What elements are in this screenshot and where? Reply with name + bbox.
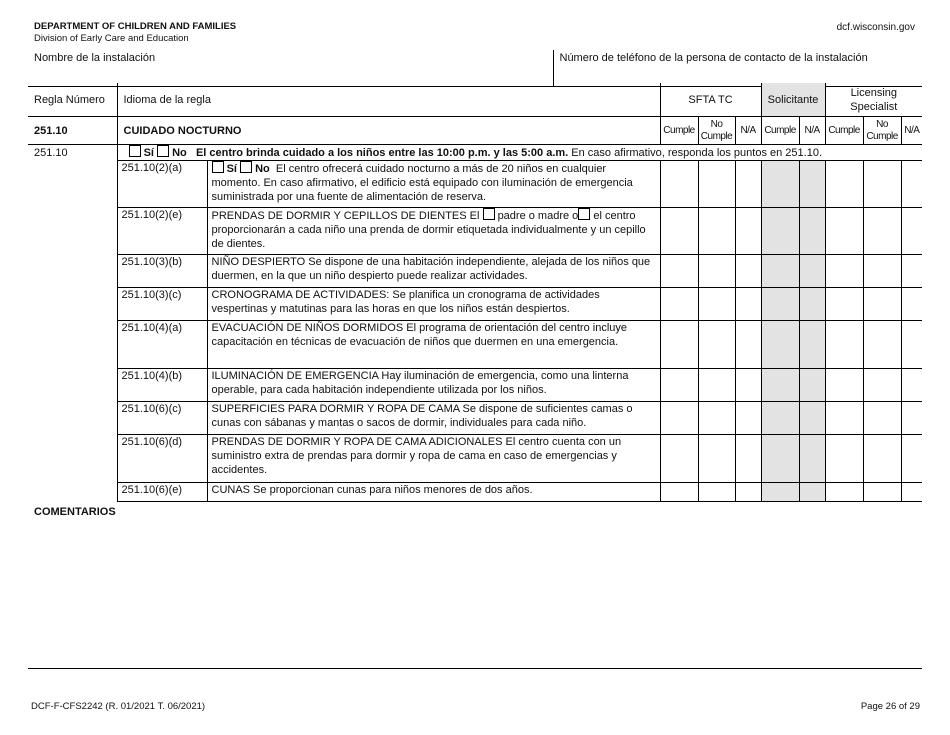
applicant-na-cell[interactable] (799, 288, 825, 321)
section-number: 251.10 (28, 117, 117, 145)
table-row (28, 369, 922, 402)
licensing-complies-cell[interactable] (825, 435, 863, 483)
sfta-na-cell[interactable] (735, 255, 761, 288)
table-row (28, 288, 922, 321)
applicant-complies-cell[interactable] (761, 321, 799, 369)
licensing-complies-cell[interactable] (825, 208, 863, 255)
facility-name-field[interactable] (28, 50, 553, 87)
rule-number: 251.10(6)(d) (117, 435, 207, 483)
rule-description: El centro ofrecerá cuidado nocturno a más de 20 niños en cualquier momento. En caso afirmativo, el edificio está equipado con iluminación de emergencia suministrada por una fuente de alimentación de reserva. (211, 163, 633, 203)
licensing-complies-cell[interactable] (825, 483, 863, 502)
sfta-complies-cell[interactable] (660, 208, 698, 255)
table-row (28, 483, 922, 502)
sfta-na-cell[interactable] (735, 369, 761, 402)
licensing-na-header: N/A (901, 117, 922, 145)
applicant-na-cell[interactable] (799, 483, 825, 502)
rule-number: 251.10(6)(c) (117, 402, 207, 435)
licensing-na-cell[interactable] (901, 402, 922, 435)
applicant-complies-header: Cumple (761, 117, 799, 145)
licensing-not-complies-cell[interactable] (863, 321, 901, 369)
no-checkbox[interactable] (240, 161, 252, 173)
sfta-na-cell[interactable] (735, 208, 761, 255)
licensing-complies-cell[interactable] (825, 288, 863, 321)
sfta-complies-cell[interactable] (660, 161, 698, 208)
col-header-rule-language: Idioma de la regla (117, 83, 660, 117)
comments-label: COMENTARIOS (34, 506, 116, 518)
sfta-not-complies-cell[interactable] (698, 402, 735, 435)
sfta-complies-cell[interactable] (660, 288, 698, 321)
rule-description: ILUMINACIÓN DE EMERGENCIA Hay iluminación de emergencia, como una linterna operable, para cada habitación independiente utilizada por los niños. (207, 369, 660, 402)
licensing-not-complies-cell[interactable] (863, 435, 901, 483)
contact-phone-field[interactable] (553, 50, 922, 87)
contact-phone-label: Número de teléfono de la persona de contacto de la instalación (559, 52, 868, 64)
sfta-not-complies-cell[interactable] (698, 321, 735, 369)
col-header-sfta: SFTA TC (660, 83, 761, 117)
licensing-complies-cell[interactable] (825, 255, 863, 288)
applicant-complies-cell[interactable] (761, 402, 799, 435)
licensing-not-complies-cell[interactable] (863, 255, 901, 288)
licensing-na-cell[interactable] (901, 255, 922, 288)
col-header-rule-number: Regla Número (28, 83, 117, 117)
applicant-complies-cell[interactable] (761, 483, 799, 502)
sfta-not-complies-cell[interactable] (698, 483, 735, 502)
licensing-na-cell[interactable] (901, 483, 922, 502)
sfta-na-cell[interactable] (735, 321, 761, 369)
table-row (28, 435, 922, 483)
table-row (28, 161, 922, 208)
intro-rule-number: 251.10 (34, 147, 68, 159)
licensing-complies-cell[interactable] (825, 161, 863, 208)
licensing-na-cell[interactable] (901, 161, 922, 208)
applicant-complies-cell[interactable] (761, 435, 799, 483)
yes-checkbox[interactable] (212, 161, 224, 173)
no-label: No (255, 163, 270, 175)
sfta-na-header: N/A (735, 117, 761, 145)
rule-description-part1: PRENDAS DE DORMIR Y CEPILLOS DE DIENTES El (211, 210, 480, 222)
licensing-na-cell[interactable] (901, 321, 922, 369)
rule-description: PRENDAS DE DORMIR Y ROPA DE CAMA ADICIONALES El centro cuenta con un suministro extra de prendas para dormir y ropa de cama en caso de emergencias y accidentes. (207, 435, 660, 483)
sfta-na-cell[interactable] (735, 288, 761, 321)
rule-number: 251.10(2)(e) (117, 208, 207, 255)
rule-number: 251.10(6)(e) (117, 483, 207, 502)
licensing-not-complies-cell[interactable] (863, 483, 901, 502)
applicant-complies-cell[interactable] (761, 161, 799, 208)
rule-description: CRONOGRAMA DE ACTIVIDADES: Se planifica un cronograma de actividades vespertinas y matutinas para las horas en que los niños están despiertos. (207, 288, 660, 321)
rule-description: SUPERFICIES PARA DORMIR Y ROPA DE CAMA Se dispone de suficientes camas o cunas con sábanas y mantas o sacos de dormir, individuales para cada niño. (207, 402, 660, 435)
licensing-not-complies-cell[interactable] (863, 402, 901, 435)
rule-number: 251.10(3)(c) (117, 288, 207, 321)
parent-checkbox[interactable] (483, 208, 495, 220)
rule-number: 251.10(4)(a) (117, 321, 207, 369)
licensing-na-cell[interactable] (901, 288, 922, 321)
table-row (28, 321, 922, 369)
table-row (28, 208, 922, 255)
col-header-licensing: Licensing Specialist (825, 83, 922, 117)
yes-checkbox[interactable] (129, 145, 141, 157)
applicant-complies-cell[interactable] (761, 288, 799, 321)
sfta-complies-cell[interactable] (660, 369, 698, 402)
applicant-na-cell[interactable] (799, 369, 825, 402)
sfta-not-complies-header: No Cumple (698, 117, 735, 145)
intro-followup: En caso afirmativo, responda los puntos en 251.10. (571, 147, 823, 159)
applicant-na-cell[interactable] (799, 435, 825, 483)
licensing-complies-cell[interactable] (825, 321, 863, 369)
licensing-na-cell[interactable] (901, 208, 922, 255)
intro-question-row (117, 145, 922, 161)
center-checkbox[interactable] (578, 208, 590, 220)
rule-description: EVACUACIÓN DE NIÑOS DORMIDOS El programa de orientación del centro incluye capacitación en técnicas de evacuación de niños que duermen en una emergencia. (207, 321, 660, 369)
no-checkbox[interactable] (157, 145, 169, 157)
sfta-complies-header: Cumple (660, 117, 698, 145)
page-number: Page 26 of 29 (860, 701, 920, 712)
sfta-na-cell[interactable] (735, 161, 761, 208)
rule-text (207, 208, 660, 255)
rule-description-part3: el centro proporcionarán a cada niño una prenda de dormir etiquetada individualmente y un cepillo de dientes. (211, 210, 646, 250)
licensing-not-complies-cell[interactable] (863, 369, 901, 402)
facility-info-table (28, 50, 922, 87)
applicant-na-cell[interactable] (799, 161, 825, 208)
licensing-not-complies-cell[interactable] (863, 288, 901, 321)
rule-number: 251.10(2)(a) (117, 161, 207, 208)
table-row (28, 255, 922, 288)
footer-divider (28, 668, 922, 669)
applicant-na-cell[interactable] (799, 321, 825, 369)
licensing-not-complies-cell[interactable] (863, 161, 901, 208)
rule-text (207, 161, 660, 208)
facility-name-label: Nombre de la instalación (34, 52, 156, 64)
applicant-complies-cell[interactable] (761, 255, 799, 288)
table-row (28, 402, 922, 435)
sfta-complies-cell[interactable] (660, 255, 698, 288)
yes-label: Sí (143, 147, 154, 159)
sfta-na-cell[interactable] (735, 402, 761, 435)
department-name: DEPARTMENT OF CHILDREN AND FAMILIES (34, 21, 237, 32)
sfta-not-complies-cell[interactable] (698, 369, 735, 402)
licensing-not-complies-cell[interactable] (863, 208, 901, 255)
rule-number: 251.10(3)(b) (117, 255, 207, 288)
form-id: DCF-F-CFS2242 (R. 01/2021 T. 06/2021) (31, 701, 206, 712)
sfta-complies-cell[interactable] (660, 321, 698, 369)
rule-description: CUNAS Se proporcionan cunas para niños menores de dos años. (207, 483, 660, 502)
col-header-applicant: Solicitante (761, 83, 825, 117)
licensing-not-complies-header: No Cumple (863, 117, 901, 145)
applicant-complies-cell[interactable] (761, 369, 799, 402)
rules-table (28, 83, 922, 502)
licensing-na-cell[interactable] (901, 369, 922, 402)
rule-description: NIÑO DESPIERTO Se dispone de una habitación independiente, alejada de los niños que duermen, en la que un niño despierto puede realizar actividades. (207, 255, 660, 288)
sfta-complies-cell[interactable] (660, 435, 698, 483)
intro-question: El centro brinda cuidado a los niños entre las 10:00 p.m. y las 5:00 a.m. (195, 147, 569, 159)
licensing-complies-cell[interactable] (825, 402, 863, 435)
sfta-complies-cell[interactable] (660, 483, 698, 502)
licensing-complies-cell[interactable] (825, 369, 863, 402)
sfta-not-complies-cell[interactable] (698, 288, 735, 321)
sfta-na-cell[interactable] (735, 435, 761, 483)
applicant-na-cell[interactable] (799, 255, 825, 288)
sfta-not-complies-cell[interactable] (698, 435, 735, 483)
sfta-not-complies-cell[interactable] (698, 161, 735, 208)
sfta-not-complies-cell[interactable] (698, 255, 735, 288)
website-link[interactable]: dcf.wisconsin.gov (836, 22, 915, 33)
licensing-complies-header: Cumple (825, 117, 863, 145)
applicant-na-cell[interactable] (799, 402, 825, 435)
yes-label: Sí (226, 163, 237, 175)
rule-description-part2: padre o madre o (497, 210, 579, 222)
applicant-na-cell[interactable] (799, 208, 825, 255)
applicant-complies-cell[interactable] (761, 208, 799, 255)
applicant-na-header: N/A (799, 117, 825, 145)
sfta-not-complies-cell[interactable] (698, 208, 735, 255)
sfta-na-cell[interactable] (735, 483, 761, 502)
sfta-complies-cell[interactable] (660, 402, 698, 435)
division-name: Division of Early Care and Education (34, 33, 189, 44)
rule-number: 251.10(4)(b) (117, 369, 207, 402)
section-title: CUIDADO NOCTURNO (117, 117, 660, 145)
licensing-na-cell[interactable] (901, 435, 922, 483)
no-label: No (172, 147, 187, 159)
